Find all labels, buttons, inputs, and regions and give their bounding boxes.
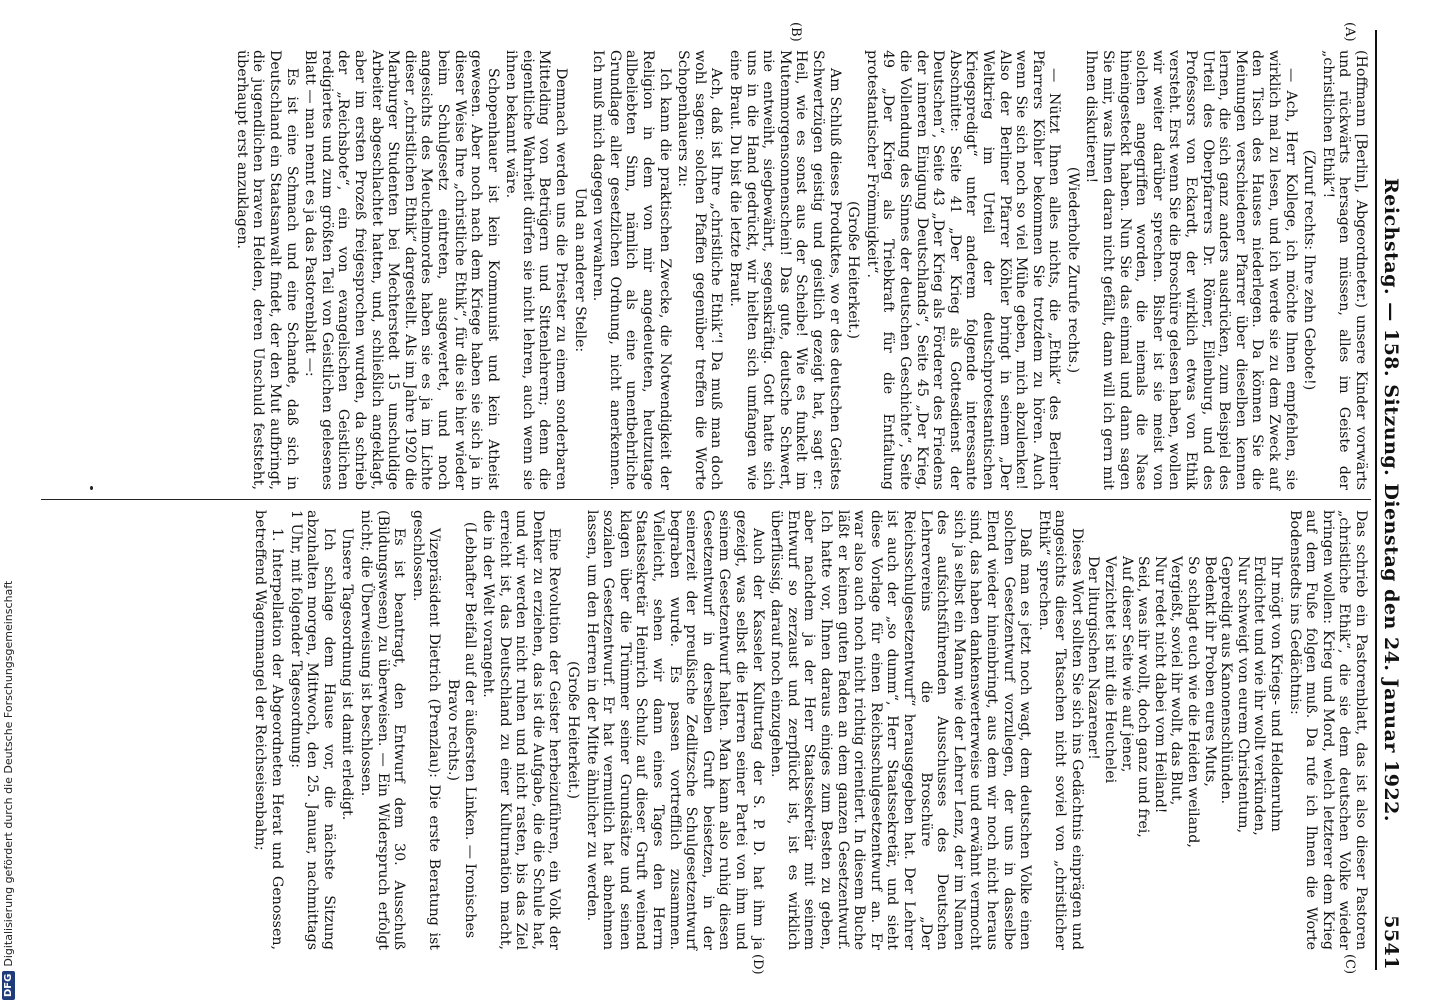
poem-line: Vergießt, soviel ihr wollt, das Blut, [1168, 556, 1185, 806]
poem-line: Gepredigt aus Kanonenschlünden. [1218, 556, 1235, 804]
credit-text: Digitalisierung gefördert durch die Deutsche Forschungsgemeinschaft [2, 580, 15, 967]
paragraph: — Ach, Herr Kollege, ich möchte Ihnen empfehlen, sie wirklich mal zu lesen, und ich werde sie zu dem Zweck auf den Tisch des Hauses niederlegen. Da können Sie die Meinungen verschiedener Pfarrer über dieselben kennen lernen, die sich ganz anders ausdrücken, zum Beispiel des Urteil des Oberpfarrers Dr. Römer, Eilenburg, und des Professors von Eckardt, der wirklich etwas von Ethik versteht. Erst wenn Sie die Broschüre gelesen haben, wollen wir weiter darüber sprechen. Bisher ist sie meist von solchen angegriffen worden, die niemals die Nase hineingesteckt haben. Nun Sie das einmal und dann sagen Sie mir, was Ihnen daran nicht gefällt, dann will ich gern mit Ihnen diskutieren! [1083, 50, 1299, 490]
newspaper-page [25, 22, 1405, 975]
poem-line: Nur redet nicht dabei vom Heiland! [1151, 556, 1168, 814]
paragraph: Daß man es jetzt noch wagt, dem deutschen Volke einen solchen Gesetzentwurf vorzulegen, der uns in dasselbe Elend wieder hineinbringt, aus dem wir noch nicht heraus sind, das haben dankenswerterweise und erwähnt vermocht sich ja selbst ein Mann wie der Lehrer Lenz, der im Namen des aufsichtsführenden Ausschusses des Deutschen Lehrervereins die Broschüre „Der Reichsschulgesetzentwurf“ herausgegeben hat. Der Lehrer ist auch der „so dumm“, Herr Staatssekretär, und sieht diese Vorlage für einen Reichsschulgesetzentwurf an. Er war also auch noch nicht richtig orientiert. In diesem Buche läßt er keinen guten Faden an dem ganzen Gesetzentwurf. Ich hatte vor, Ihnen daraus einiges zum Besten zu geben, aber nachdem ja der Herr Staatssekretär mit seinem Entwurf so zerzaust und zerpflückt ist, ist es wirklich überflüssig, darauf noch einzugehen. [768, 510, 1034, 950]
margin-mark-d: (D) [750, 954, 765, 975]
quote: Ich kann die praktischen Zwecke, die Notwendigkeit der Religion in dem von mir angedeuteten, heutzutage allbeliebten Sinn, nämlich als eine unentbehrliche Grundlage aller gesetzlichen Ordnung, nicht anerkennen. Ich muß mich dagegen verwahren. [590, 50, 673, 490]
poem-line: Bedenkt ihr Proben eures Muts, [1201, 556, 1218, 787]
paragraph: Auch der Kasseler Kulturtag der S. P. D. hat ihm ja gezeigt, was selbst die Herren seiner Partei von ihm und seinem Gesetzentwurf halten. Man kann also ruhig diesen Gesetzentwurf in derselben Gruft beisetzen, in der seinerzeit der preußische Zedlitzsche Schulgesetzentwurf begraben wurde. Es passen vortrefflich zusammen. Vielleicht, sehen wir dann eines Tages den Herrn Staatssekretär Heinrich Schulz auf dieser Gruft weinend klagen über die Trümmer seiner Grundsätze und seinen sozialen Gesetzentwurf. Er hat vermutlich hat abnehmen lassen, um den Herren in der Mitte ähnlicher zu werden. [583, 510, 766, 950]
paragraph: Dieses Wort sollten Sie sich ins Gedächtnis einprägen und angesichts dieser Tatsachen nicht soviel von „christlicher Ethik“ sprechen. [1035, 510, 1085, 950]
margin-mark-b: (B) [788, 22, 803, 42]
page-title: Reichstag. — 158. Sitzung. Dienstag den 24. Januar 1922. [1380, 177, 1402, 823]
margin-mark-a: (A) [1342, 22, 1357, 42]
paragraph: — Nützt Ihnen alles nichts, die „Ethik“ des Berliner Pfarrers Köhler bekommen Sie trotzdem zu hören. Auch wenn Sie sich noch so viel Mühe geben, mich abzulenken! Also der Berliner Pfarrer Köhler bringt in seinem „Der Weltkrieg im Urteil der deutschprotestantischen Kriegspredigt“ unter anderem folgende interessante Abschnitte: Seite 41 „Der Krieg als Gottesdienst der Deutschen“, Seite 43 „Der Krieg als Förderer des Friedens der inneren Einigung Deutschlands“, Seite 45 „Der Krieg, die Vollendung des Sinnes der deutschen Geschichte“, Seite 49 „Der Krieg als Triebkraft für die Entfaltung protestantischer Frömmigkeit“. [863, 50, 1063, 490]
poem-line: Seid, was ihr wollt, doch ganz und frei, [1135, 556, 1152, 838]
interjection: (Zuruf rechts: Ihre zehn Gebote!) [1301, 149, 1318, 391]
quote: Demnach werden uns die Priester zu einem sonderbaren Mittelding von Betrügern und Sittenlehrern; denn die eigentliche Wahrheit dürfen sie nicht lehren, auch wenn sie ihnen bekannt wäre. [503, 50, 570, 490]
poem-line: Ihr mögt von Kriegs- und Heldenruhm [1268, 556, 1285, 832]
paragraph: (Hoffmann [Berlin], Abgeordneter.) unsere Kinder vorwärts und rückwärts hersagen müssen, alles im Geiste der „christlichen Ethik“! [1319, 50, 1369, 490]
interjection: (Lebhafter Beifall auf der äußersten Linken. — Ironisches Bravo rechts.) [444, 521, 478, 939]
interjection: (Wiederholte Zurufe rechts.) [1064, 166, 1081, 374]
poem-line: So schlagt euch wie die Heiden weiland, [1185, 556, 1202, 848]
paragraph: Vizepräsident Dietrich (Prenzlau): Die erste Beratung ist geschlossen. [409, 510, 443, 950]
page-header [1375, 30, 1405, 970]
paragraph: Am Schluß dieses Produktes, wo er des deutschen Geistes Schwertzügen geistig und geistlich gezeigt hat, sagt er: Heil, wie es sonst aus der Scheibe! Wie es funkelt im Mutenmorgensonnenschein! Das gute, deutsche Schwert, nie entweiht, siegbewährt, segenskräftig. Gott hatte sich uns in die Hand gedrückt, wir hielten sich umfangen wie eine Braut. Du bist die letzte Braut. [727, 50, 843, 490]
poem-line: Auf dieser Seite wie auf jener, [1118, 556, 1135, 773]
interjection: (Große Heiterkeit.) [845, 200, 862, 340]
paragraph: 1. Interpellation der Abgeordneten Herat und Genossen, betreffend Wagenmangel der Reichseisenbahn; [252, 510, 285, 950]
poem-line: Der liturgischen Nazarener! [1085, 556, 1102, 760]
quote: Es ist eine Schmach und eine Schande, daß sich in Deutschland ein Staatsanwalt findet, der den Mut aufbringt, die jugendlichen braven Helden, deren Unschuld feststeht, überhaupt erst anzuklagen. [233, 50, 300, 490]
right-column [49, 510, 1369, 950]
paragraph: Das schrieb ein Pastorenblatt, das ist also dieser Pastoren „christliche Ethik“, die sie dem deutschen Volke wieder bringen wollen: Krieg und Mord, welch letzterer dem Krieg auf dem Fuße folgen muß. Da rufe ich Ihnen die Worte Bodenstedts ins Gedächtnis: [1286, 510, 1369, 950]
paragraph: Schopenhauer ist kein Kommunist und kein Atheist gewesen. Aber noch nach dem Kriege haben sie sich ja in dieser Weise Ihre „christliche Ethik“, für die sie hier wieder beim Schulgesetz eintreten, ausgewertet, und noch angesichts des Meuchelmordes haben sie es ja im Lichte dieser „christlichen Ethik“ dargestellt. Als im Jahre 1920 die Marburger Studenten bei Mechterstedt 15 unschuldige Arbeiter abgeschlachtet hatten, und, schließlich angeklagt, aber im ersten Prozeß freigesprochen wurden, da schrieb der „Reichsbote“, ein von evangelischen Geistlichen redigiertes und zum größten Teil von Geistlichen gelesenes Blatt — man nennt es ja das Pastorenblatt —: [302, 50, 501, 490]
interjection: (Große Heiterkeit.) [565, 660, 582, 800]
dfg-logo: DFG [2, 971, 15, 1000]
poem-line: Verzichtet ist mit die Heuchelei [1102, 556, 1119, 784]
poem-line: Nur schweigt von eurem Christentum, [1234, 556, 1251, 834]
paragraph: Es ist beantragt, den Entwurf dem 30. Ausschuß (Bildungswesen) zu überweisen. — Ein Widerspruch erfolgt nicht; die Überweisung ist beschlossen. [357, 510, 408, 950]
poem [1085, 510, 1284, 950]
paragraph: Und an anderer Stelle: [571, 187, 588, 353]
poem-line: Erdichtet und wie ihr wollt verkünden, [1251, 556, 1268, 836]
paragraph: Ich schlage dem Hause vor, die nächste Sitzung abzuhalten morgen, Mittwoch, den 25. Januar, nachmittags 1 Uhr, mit folgender Tagesordnung: [287, 510, 337, 950]
digitization-credit [2, 581, 15, 1000]
paragraph: Unsere Tagesordnung ist damit erledigt. [339, 528, 356, 821]
margin-mark-c: (C) [1342, 954, 1357, 975]
paragraph: Eine Revolution der Geister herbeizuführen, ein Volk der Denker zu erziehen, das ist die Aufgabe, die die Schule hat, und wir werden nicht ruhen und nicht rasten, bis das Ziel erreicht ist, das Deutschland zu einer Kulturnation macht, die in der Welt vorangeht. [480, 510, 563, 950]
left-column [49, 50, 1369, 490]
scan-speck [90, 486, 93, 490]
column-divider [41, 499, 1371, 500]
page-number: 5541 [1380, 915, 1402, 970]
paragraph: Ach, daß ist Ihre „christliche Ethik“! Da muß man doch wohl sagen: solchen Pfaffen gegenüber treffen die Worte Schopenhauers zu: [675, 50, 725, 490]
